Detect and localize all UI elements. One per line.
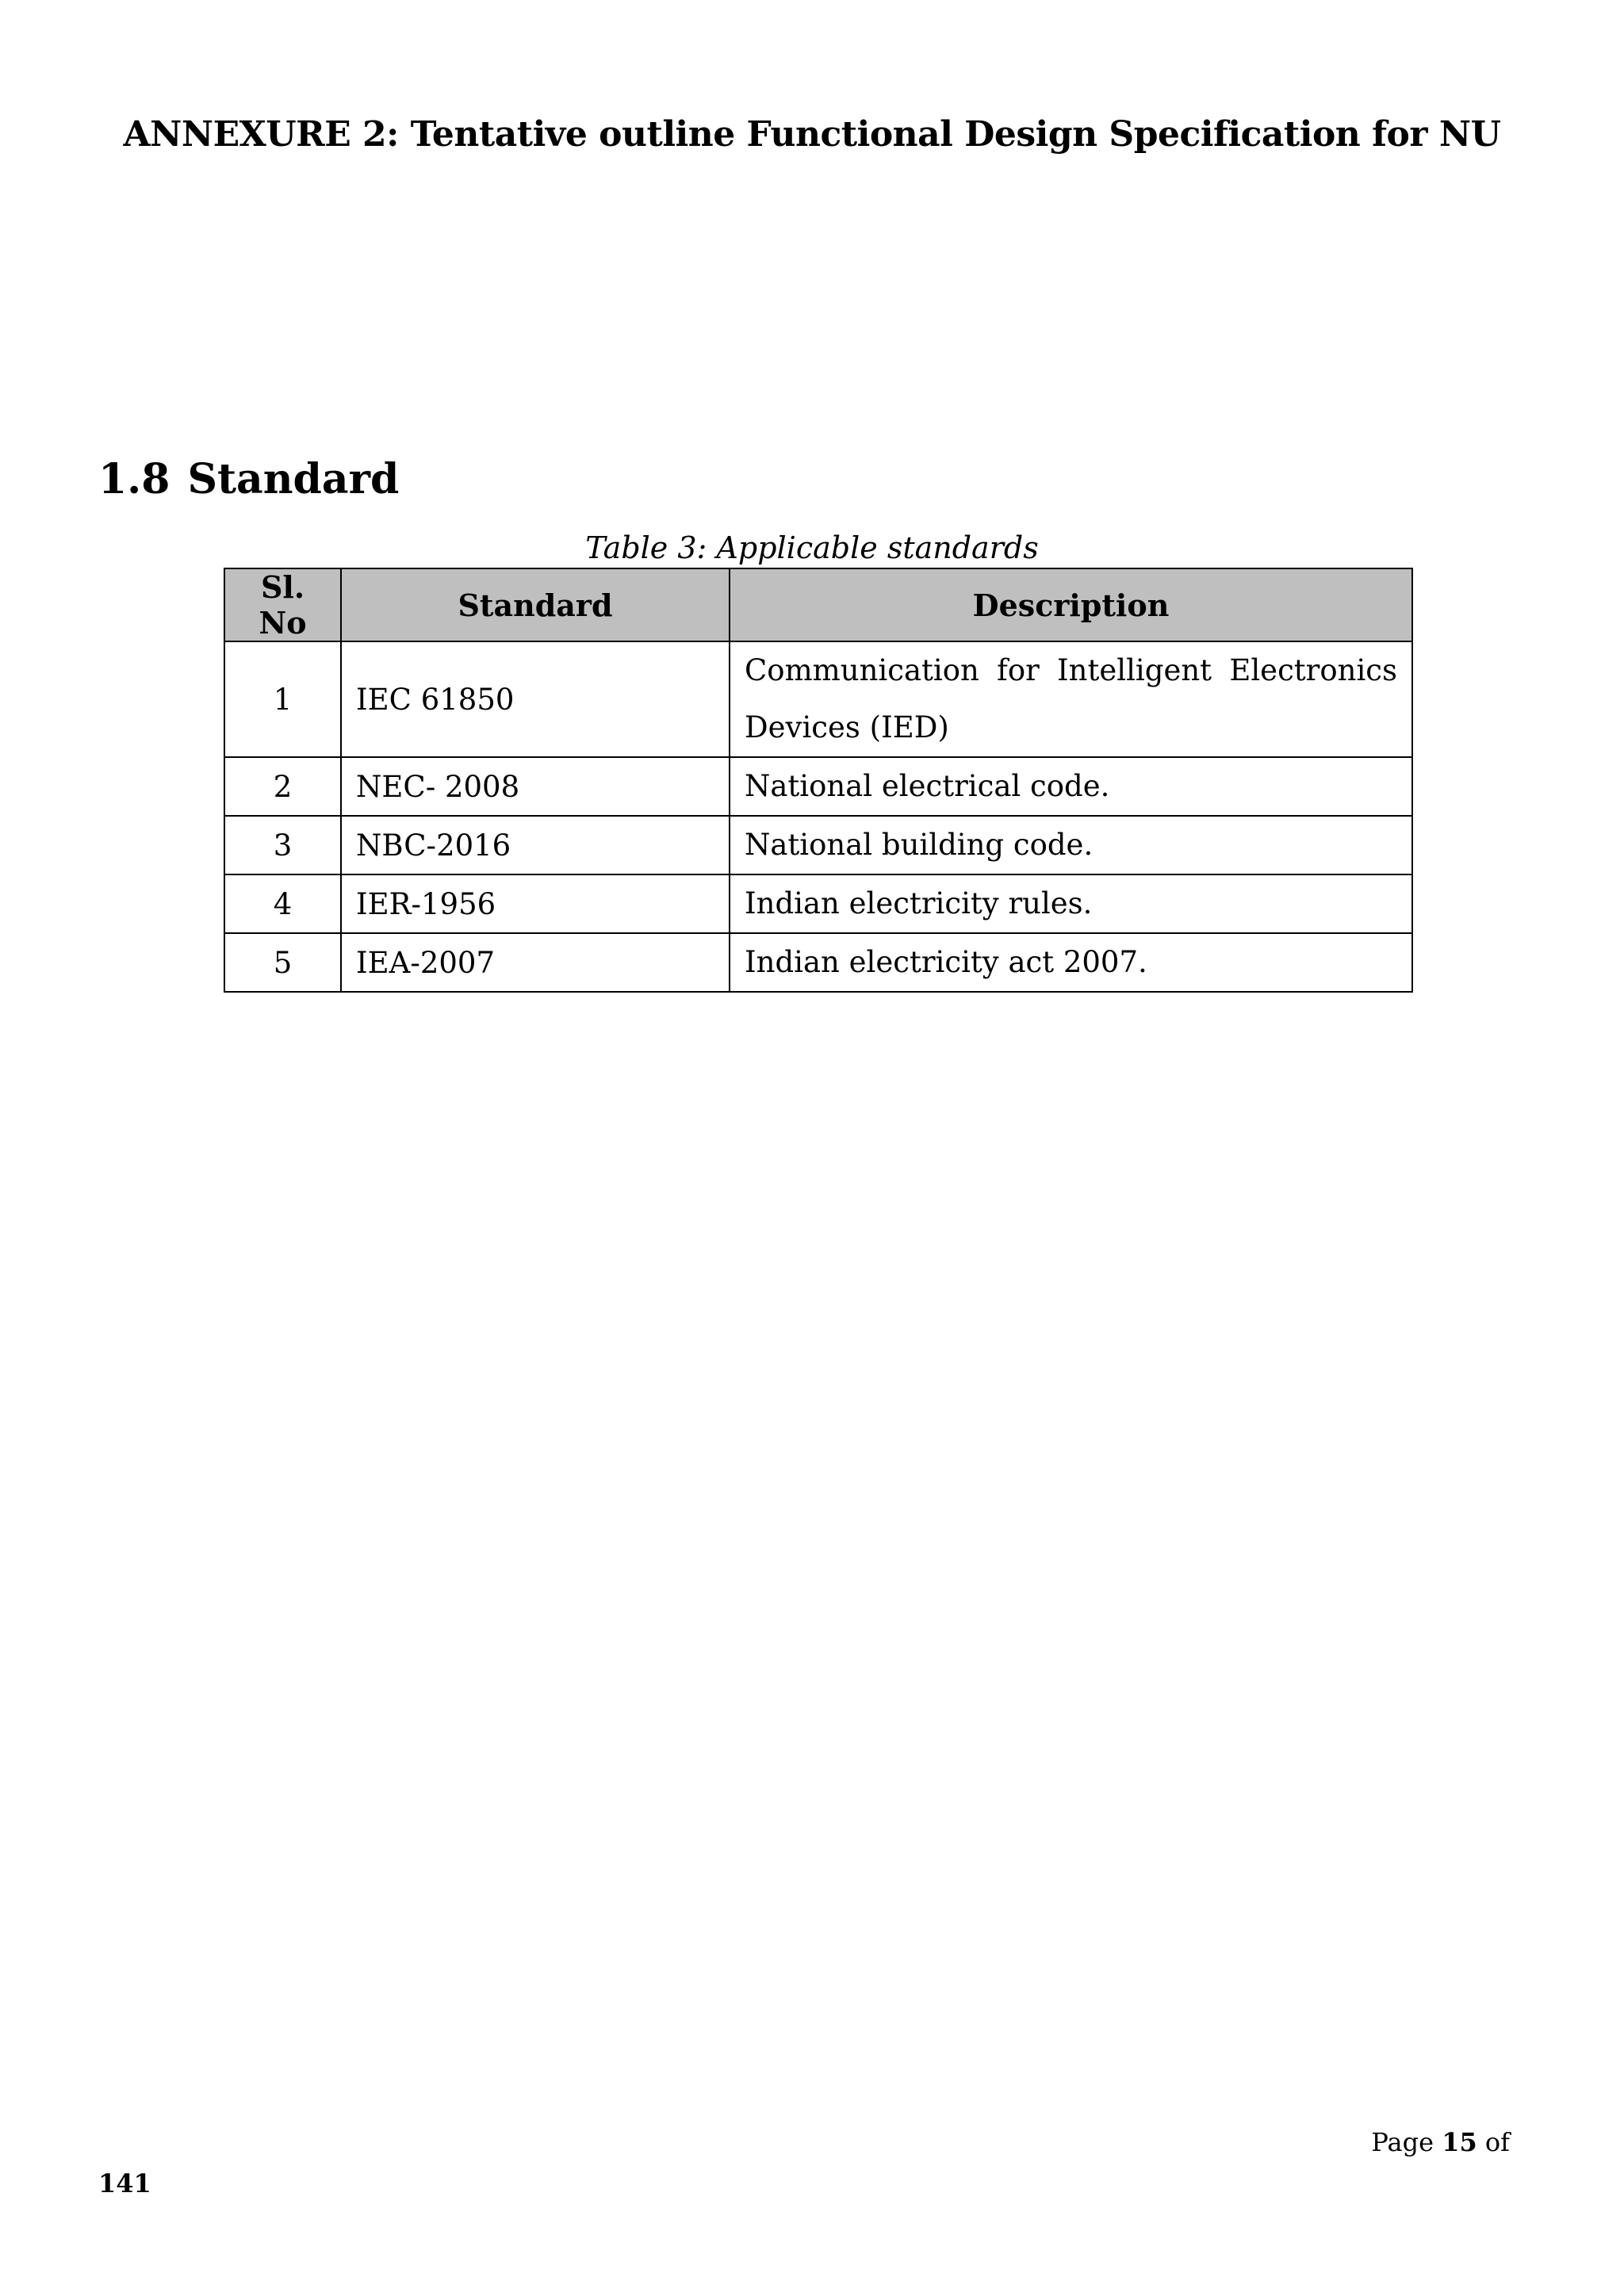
cell-sl-no: 5 [224, 933, 341, 992]
header-standard: Standard [341, 568, 730, 641]
header-sl-no: Sl. No [224, 568, 341, 641]
page-prefix: Page [1371, 2127, 1434, 2157]
table-row [224, 816, 1412, 874]
cell-standard: IEA-2007 [341, 933, 730, 992]
table-caption: Table 3: Applicable standards [585, 530, 1039, 565]
cell-standard: NBC-2016 [341, 816, 730, 874]
cell-description: Indian electricity rules. [730, 874, 1412, 933]
table-row [224, 874, 1412, 933]
page-number: 15 [1442, 2127, 1477, 2157]
table-row [224, 641, 1412, 757]
cell-description: Indian electricity act 2007. [730, 933, 1412, 992]
cell-standard: IER-1956 [341, 874, 730, 933]
table-header-row [224, 568, 1412, 641]
section-heading [98, 452, 399, 507]
cell-standard: IEC 61850 [341, 641, 730, 757]
cell-description: National electrical code. [730, 757, 1412, 816]
section-title: Standard [187, 455, 400, 503]
cell-standard: NEC- 2008 [341, 757, 730, 816]
header-description: Description [730, 568, 1412, 641]
annexure-title: ANNEXURE 2: Tentative outline Functional Design Specification for NU [123, 114, 1501, 155]
cell-sl-no: 1 [224, 641, 341, 757]
cell-sl-no: 3 [224, 816, 341, 874]
section-number: 1.8 [98, 455, 170, 503]
standards-table [224, 568, 1413, 993]
total-pages: 141 [98, 2168, 151, 2198]
page-number-footer [1371, 2125, 1510, 2160]
page-of: of [1484, 2127, 1510, 2157]
cell-sl-no: 4 [224, 874, 341, 933]
table-row [224, 933, 1412, 992]
cell-sl-no: 2 [224, 757, 341, 816]
table-row [224, 757, 1412, 816]
cell-description: Communication for Intelligent Electronics Devices (IED) [730, 641, 1412, 757]
cell-description: National building code. [730, 816, 1412, 874]
